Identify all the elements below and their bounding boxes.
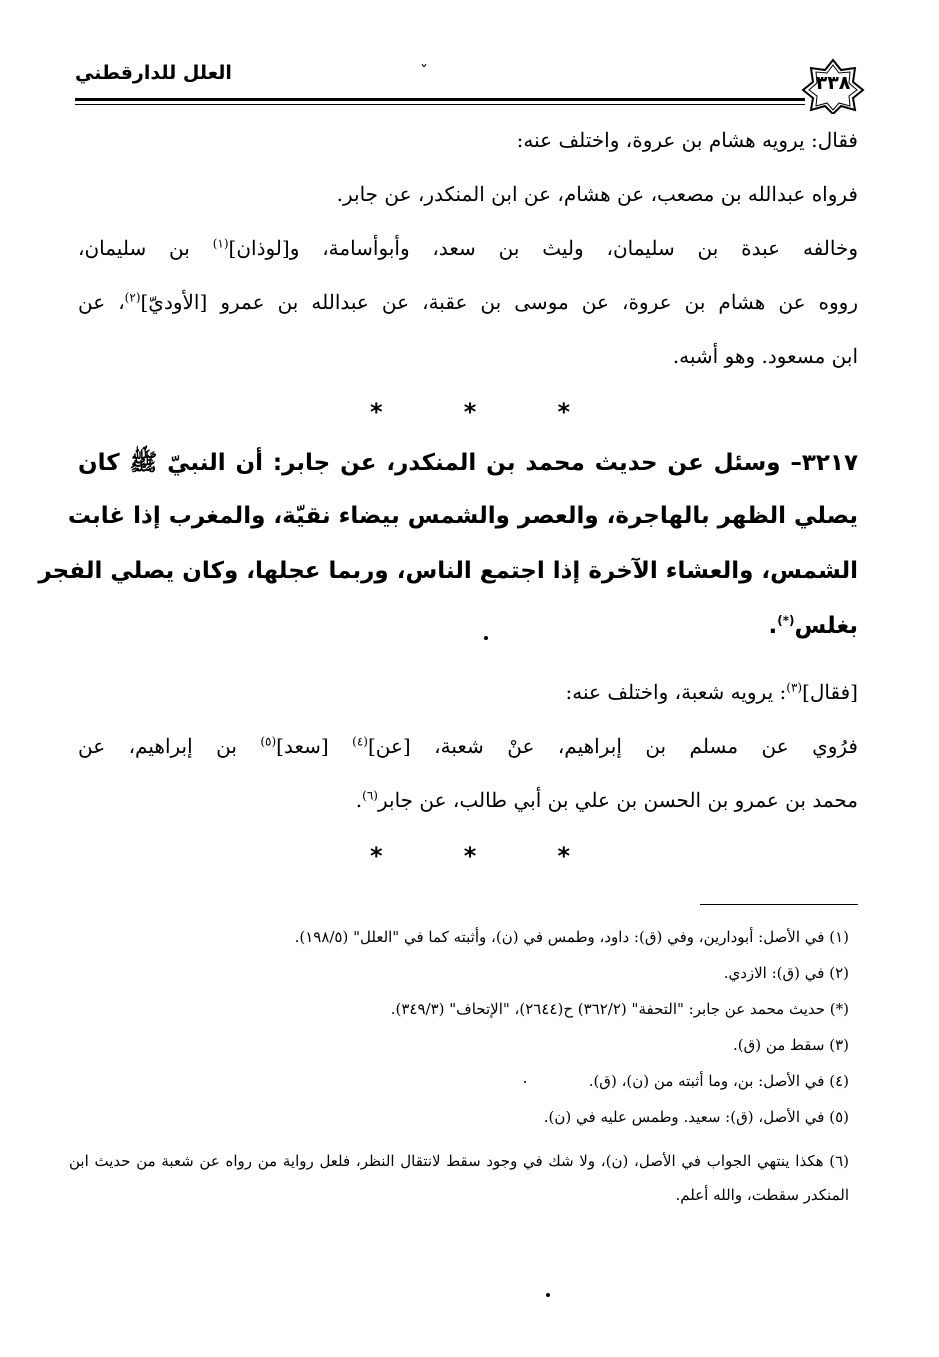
text: : يرويه شعبة، واختلف عنه:: [565, 680, 787, 704]
star-mark: *: [370, 398, 383, 426]
text-line: [566, 680, 858, 704]
hadith-line: [38, 558, 858, 584]
stray-dot: [484, 636, 488, 640]
footnote-ref: (١): [212, 236, 229, 251]
text-line: [78, 290, 858, 314]
footnote-ref: (٤): [352, 734, 368, 749]
footnote: (٤) في الأصل: بن، وما أثبته من (ن)، (ق).: [588, 1072, 849, 1090]
text: ابن مسعود. وهو أشبه.: [672, 344, 858, 368]
star-mark: *: [557, 398, 570, 426]
footnote-rule: [700, 904, 858, 905]
hadith-line: [67, 503, 858, 529]
running-title: العلل للدارقطني: [75, 62, 232, 84]
page-number: ٣٣٨: [815, 72, 851, 94]
header-rule-thick: [75, 98, 805, 101]
stray-dot: [546, 1293, 550, 1297]
text-line: [337, 182, 858, 206]
section-divider: [370, 842, 570, 870]
text: بغلس: [794, 613, 858, 639]
footnote: (٥) في الأصل، (ق): سعيد. وطمس عليه في (ن).: [543, 1108, 849, 1126]
text: يصلي الظهر بالهاجرة، والعصر والشمس بيضاء نقيّة، والمغرب إذا غابت: [67, 503, 858, 529]
footnote-ref: (٣): [786, 680, 803, 695]
text-line: محمد بن عمرو بن الحسن بن علي بن أبي طالب، عن جابر$^{(٦)}$.: [355, 788, 858, 812]
footnote: (٢) في (ق): الازدي.: [723, 964, 849, 982]
text: وخالفه عبدة بن سليمان، وليث بن سعد، وأبوأسامة، و[لوذان]: [228, 236, 859, 260]
stray-mark: ˇ: [420, 62, 428, 81]
footnote: (٦) هكذا ينتهي الجواب في الأصل، (ن)، ولا شك في وجود سقط لانتقال النظر، فلعل رواية من رواه عن شعبة من حديث ابن المنكدر سقطت، والله أعلم.: [69, 1152, 849, 1204]
text: ، عن: [78, 290, 125, 314]
text: بن سليمان،: [78, 236, 190, 260]
text: بن إبراهيم، عن: [78, 734, 261, 758]
hadith-number: ٣٢١٧: [801, 450, 858, 476]
hadith-line: بغلس(*).: [768, 613, 858, 639]
stray-dot: [524, 1081, 526, 1083]
text: [فقال]: [802, 680, 858, 704]
text: فرُوي عن مسلم بن إبراهيم، عنْ شعبة، [عن]: [367, 734, 858, 758]
text: رووه عن هشام بن عروة، عن موسى بن عقبة، عن عبدالله بن عمرو [الأوديّ]: [140, 290, 858, 314]
text-line: [78, 236, 858, 260]
text: [سعد]: [276, 734, 353, 758]
text: الشمس، والعشاء الآخرة إذا اجتمع الناس، وربما عجلها، وكان يصلي الفجر: [38, 558, 858, 584]
star-mark: *: [370, 842, 383, 870]
text-line: [517, 128, 858, 152]
footnote: (٣) سقط من (ق).: [732, 1036, 849, 1054]
footnote-ref: (*): [777, 613, 795, 628]
page-number-badge: [801, 58, 865, 114]
star-mark: *: [557, 842, 570, 870]
page-header: [75, 58, 865, 108]
footnote: (*) حديث محمد عن جابر: "التحفة" (٣٦٢/٢) ح(٢٦٤٤)، "الإتحاف" (٣٤٩/٣).: [390, 1000, 849, 1018]
text-line: [78, 734, 858, 758]
header-rule-thin: [75, 104, 805, 105]
star-mark: *: [463, 842, 477, 870]
footnote-ref: (٥): [260, 734, 277, 749]
text: – وسئل عن حديث محمد بن المنكدر، عن جابر: أن النبيّ ﷺ كان: [78, 450, 802, 476]
footnote-ref: (٦): [362, 788, 378, 803]
text: فقال: يرويه هشام بن عروة، واختلف عنه:: [516, 128, 858, 152]
star-mark: *: [463, 398, 477, 426]
section-divider: [370, 398, 570, 426]
footnote-ref: (٢): [124, 290, 141, 305]
footnote: (١) في الأصل: أبودارين، وفي (ق): داود، وطمس في (ن)، وأثبته كما في "العلل" (١٩٨/٥).: [294, 928, 849, 946]
text: محمد بن عمرو بن الحسن بن علي بن أبي طالب، عن جابر: [377, 788, 858, 812]
hadith-line: [78, 448, 858, 482]
text: فرواه عبدالله بن مصعب، عن هشام، عن ابن المنكدر، عن جابر.: [336, 182, 858, 206]
text-line: [673, 344, 858, 368]
